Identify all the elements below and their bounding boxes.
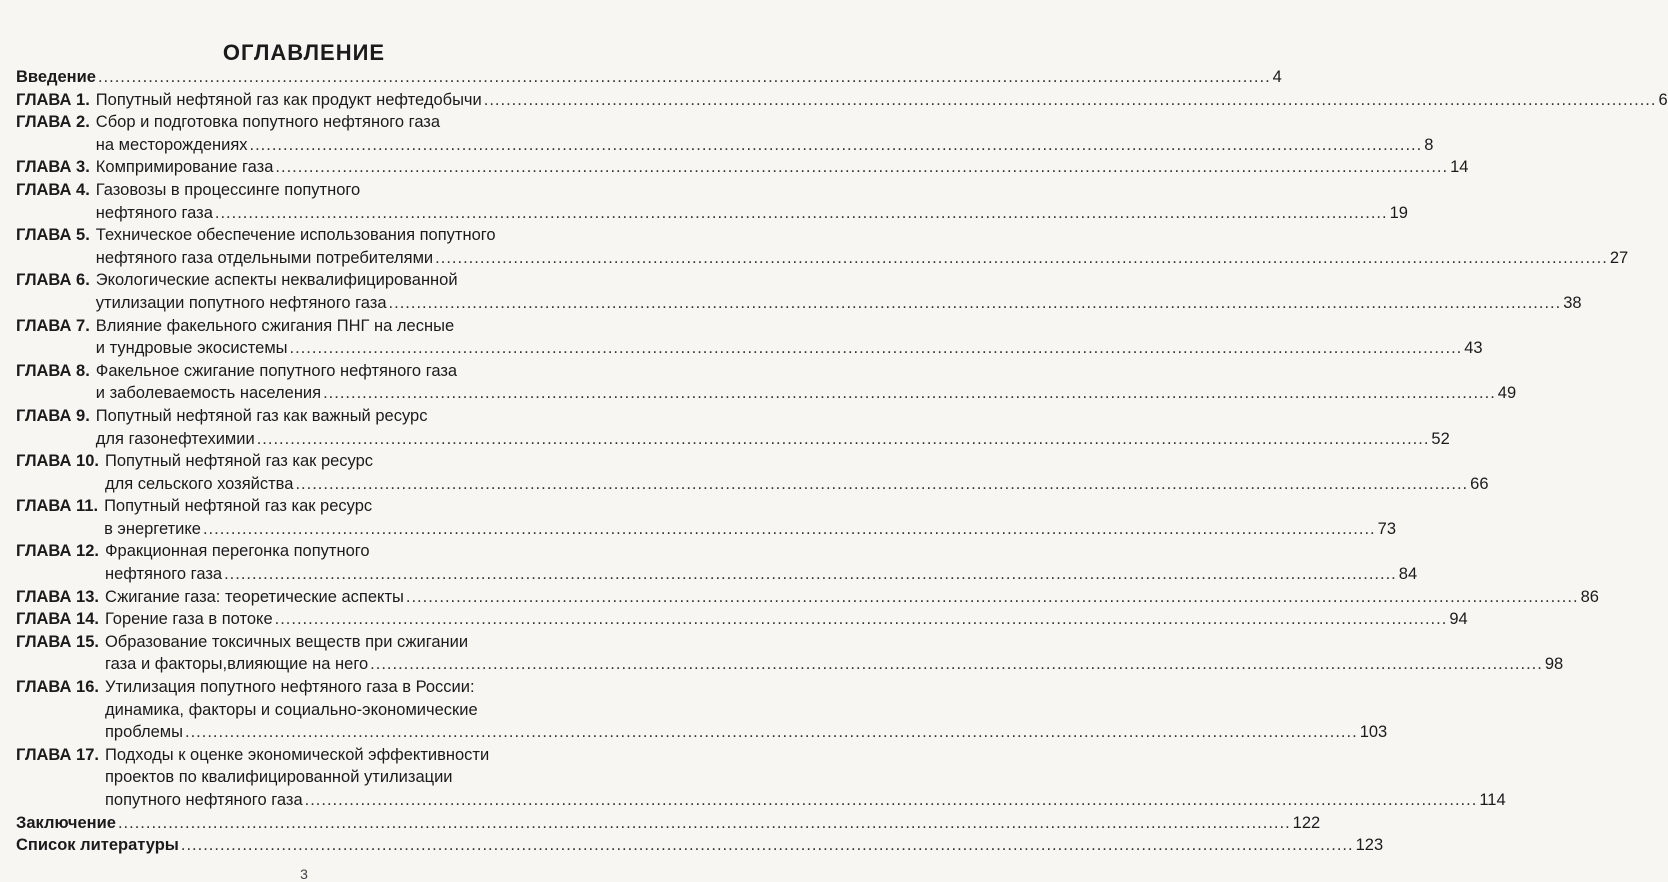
page-ref: 19 [1389, 203, 1408, 222]
toc-entry-body [99, 744, 1506, 812]
toc-line [105, 586, 1599, 609]
chapter-label: ГЛАВА 8. [16, 361, 90, 380]
toc-line [105, 789, 1506, 812]
toc-line [96, 111, 1434, 134]
chapter-label: ГЛАВА 13. [16, 587, 99, 606]
toc-line [105, 608, 1468, 631]
chapter-title-line: Экологические аспекты неквалифицированной [95, 271, 458, 290]
toc-entry-body [98, 495, 1396, 540]
toc-entry-body [99, 631, 1563, 676]
chapter-title-line: и тундровые экосистемы [95, 339, 288, 358]
toc-entry [16, 631, 1564, 676]
toc-line [96, 428, 1450, 451]
toc-entry [16, 586, 1599, 609]
table-of-contents [16, 66, 1668, 857]
toc-line [105, 653, 1563, 676]
dot-leader [185, 721, 1358, 744]
chapter-label: ГЛАВА 17. [16, 745, 99, 764]
chapter-title-line: Утилизация попутного нефтяного газа в России: [104, 678, 475, 697]
toc-line [105, 450, 1489, 473]
dot-leader [257, 428, 1430, 451]
chapter-title-line: Фракционная перегонка попутного [104, 542, 370, 561]
toc-line [96, 224, 1628, 247]
toc-line [16, 66, 1282, 89]
section-title: Введение [16, 68, 96, 86]
chapter-label: ГЛАВА 12. [16, 542, 99, 561]
chapter-title-line: Попутный нефтяной газ как продукт нефтедобычи [95, 90, 482, 109]
dot-leader [305, 789, 1478, 812]
page-ref: 94 [1449, 610, 1468, 629]
toc-line [96, 292, 1582, 315]
toc-entry [16, 89, 1668, 112]
page-ref: 84 [1398, 565, 1418, 584]
toc-line [105, 699, 1387, 722]
chapter-title-line: для газонефтехимии [95, 429, 255, 448]
chapter-label: ГЛАВА 5. [16, 226, 90, 245]
dot-leader [406, 586, 1579, 609]
page-ref: 114 [1479, 791, 1506, 809]
toc-entry [16, 676, 1388, 744]
toc-entry-body [99, 540, 1417, 585]
page-ref: 52 [1431, 429, 1450, 448]
chapter-label: ГЛАВА 16. [16, 678, 99, 697]
toc-entry [16, 66, 1282, 89]
chapter-label: ГЛАВА 9. [16, 406, 90, 425]
toc-entry-body [90, 269, 1582, 314]
toc-line [96, 382, 1516, 405]
chapter-title-line: динамика, факторы и социально-экономические [104, 700, 478, 719]
chapter-title-line: для сельского хозяйства [104, 474, 294, 493]
page-number: 3 [300, 866, 308, 882]
chapter-title-line: Попутный нефтяной газ как ресурс [104, 452, 374, 471]
chapter-title-line: нефтяного газа отдельными потребителями [95, 248, 434, 267]
chapter-label: ГЛАВА 4. [16, 180, 90, 199]
dot-leader [435, 247, 1608, 270]
chapter-label: ГЛАВА 10. [16, 452, 99, 471]
toc-line [96, 269, 1582, 292]
toc-entry-body [99, 586, 1599, 609]
page-ref: 43 [1464, 339, 1483, 358]
chapter-label: ГЛАВА 7. [16, 316, 90, 335]
chapter-title-line: газа и факторы,влияющие на него [104, 655, 369, 674]
toc-entry-body [90, 179, 1408, 224]
toc-entry [16, 315, 1483, 360]
toc-line [96, 156, 1469, 179]
page-ref: 86 [1580, 587, 1599, 606]
chapter-label: ГЛАВА 1. [16, 90, 90, 109]
toc-entry [16, 834, 1384, 857]
chapter-title-line: проектов по квалифицированной утилизации [104, 768, 453, 787]
chapter-title-line: Подходы к оценке экономической эффективности [104, 745, 490, 764]
chapter-title-line: нефтяного газа [95, 203, 213, 222]
chapter-title-line: Горение газа в потоке [104, 610, 273, 629]
chapter-title-line: в энергетике [104, 519, 201, 538]
toc-entry-body [99, 608, 1468, 631]
chapter-label: ГЛАВА 2. [16, 113, 90, 132]
page-ref: 14 [1450, 158, 1469, 177]
toc-entry-body [99, 450, 1489, 495]
dot-leader [98, 66, 1271, 89]
chapter-title-line: утилизации попутного нефтяного газа [95, 293, 387, 312]
dot-leader [203, 518, 1376, 541]
toc-line [96, 179, 1408, 202]
toc-entry [16, 744, 1506, 812]
chapter-title-line: Компримирование газа [95, 158, 274, 177]
section-title: Список литературы [16, 836, 179, 855]
toc-line [16, 812, 1320, 835]
chapter-title-line: и заболеваемость населения [95, 384, 322, 403]
chapter-label: ГЛАВА 3. [16, 158, 90, 177]
toc-entry [16, 405, 1450, 450]
toc-entry-body [99, 676, 1387, 744]
chapter-title-line: Влияние факельного сжигания ПНГ на лесные [95, 316, 455, 335]
page-ref: 123 [1355, 836, 1384, 855]
toc-entry-body [90, 89, 1668, 112]
toc-entry-body [90, 315, 1483, 360]
page-ref: 122 [1292, 813, 1321, 832]
toc-entry-body [90, 360, 1516, 405]
dot-leader [275, 156, 1448, 179]
chapter-label: ГЛАВА 6. [16, 271, 90, 290]
chapter-title-line: нефтяного газа [104, 565, 223, 584]
toc-line [105, 744, 1506, 767]
dot-leader [275, 608, 1448, 631]
chapter-label: ГЛАВА 14. [16, 610, 99, 629]
dot-leader [215, 202, 1388, 225]
toc-line [96, 315, 1483, 338]
toc-entry [16, 224, 1629, 269]
toc-line [96, 360, 1516, 383]
chapter-title-line: на месторождениях [95, 135, 248, 154]
toc-entry-body [90, 224, 1628, 269]
toc-entry [16, 608, 1468, 631]
toc-line [105, 721, 1387, 744]
chapter-title-line: Сбор и подготовка попутного нефтяного газа [95, 113, 441, 132]
toc-line [105, 473, 1489, 496]
dot-leader [295, 473, 1468, 496]
dot-leader [290, 337, 1463, 360]
page-ref: 27 [1609, 248, 1629, 267]
page-ref: 8 [1424, 135, 1434, 154]
toc-entry [16, 360, 1517, 405]
toc-entry [16, 179, 1408, 224]
toc-entry-body [90, 111, 1434, 156]
toc-line [16, 834, 1383, 857]
chapter-label: ГЛАВА 15. [16, 632, 99, 651]
chapter-title-line: Попутный нефтяной газ как ресурс [104, 497, 373, 516]
toc-line [105, 766, 1506, 789]
page-ref: 66 [1470, 474, 1489, 493]
dot-leader [224, 563, 1397, 586]
chapter-title-line: проблемы [104, 723, 183, 742]
page-ref: 98 [1544, 655, 1564, 674]
toc-line [105, 676, 1387, 699]
toc-entry-body [16, 66, 1282, 89]
dot-leader [370, 653, 1543, 676]
toc-entry-body [16, 812, 1320, 835]
toc-entry [16, 540, 1418, 585]
toc-line [96, 405, 1450, 428]
page-ref: 103 [1359, 723, 1388, 742]
chapter-title-line: Сжигание газа: теоретические аспекты [104, 587, 404, 606]
chapter-title-line: Образование токсичных веществ при сжигании [104, 632, 469, 651]
toc-line [105, 563, 1417, 586]
chapter-title-line: попутного нефтяного газа [104, 791, 303, 809]
toc-entry [16, 111, 1434, 156]
toc-line [96, 247, 1628, 270]
chapter-title-line: Газовозы в процессинге попутного [95, 180, 361, 199]
toc-line [104, 518, 1396, 541]
toc-entry [16, 495, 1396, 540]
chapter-title-line: Попутный нефтяной газ как важный ресурс [95, 406, 428, 425]
toc-entry [16, 269, 1582, 314]
toc-entry-body [90, 156, 1469, 179]
chapter-title-line: Факельное сжигание попутного нефтяного газа [95, 361, 458, 380]
page-ref: 49 [1497, 384, 1517, 403]
dot-leader [250, 134, 1423, 157]
dot-leader [118, 812, 1291, 835]
toc-line [96, 134, 1434, 157]
toc-line [96, 337, 1483, 360]
page-ref: 73 [1377, 519, 1396, 538]
page-ref: 38 [1563, 293, 1582, 312]
toc-entry-body [16, 834, 1383, 857]
chapter-label: ГЛАВА 11. [16, 497, 99, 516]
dot-leader [323, 382, 1496, 405]
toc-line [105, 540, 1417, 563]
toc-entry [16, 156, 1469, 179]
dot-leader [181, 834, 1354, 857]
section-title: Заключение [16, 813, 116, 832]
toc-line [104, 495, 1396, 518]
toc-line [105, 631, 1563, 654]
toc-line [96, 202, 1408, 225]
toc-entry [16, 812, 1321, 835]
toc-entry-body [90, 405, 1450, 450]
toc-entry [16, 450, 1489, 495]
dot-leader [389, 292, 1562, 315]
toc-line [96, 89, 1668, 112]
page-ref: 4 [1272, 68, 1282, 86]
chapter-title-line: Техническое обеспечение использования попутного [95, 226, 496, 245]
page-ref: 6 [1658, 90, 1668, 109]
page-title: ОГЛАВЛЕНИЕ [222, 40, 386, 65]
dot-leader [484, 89, 1657, 112]
